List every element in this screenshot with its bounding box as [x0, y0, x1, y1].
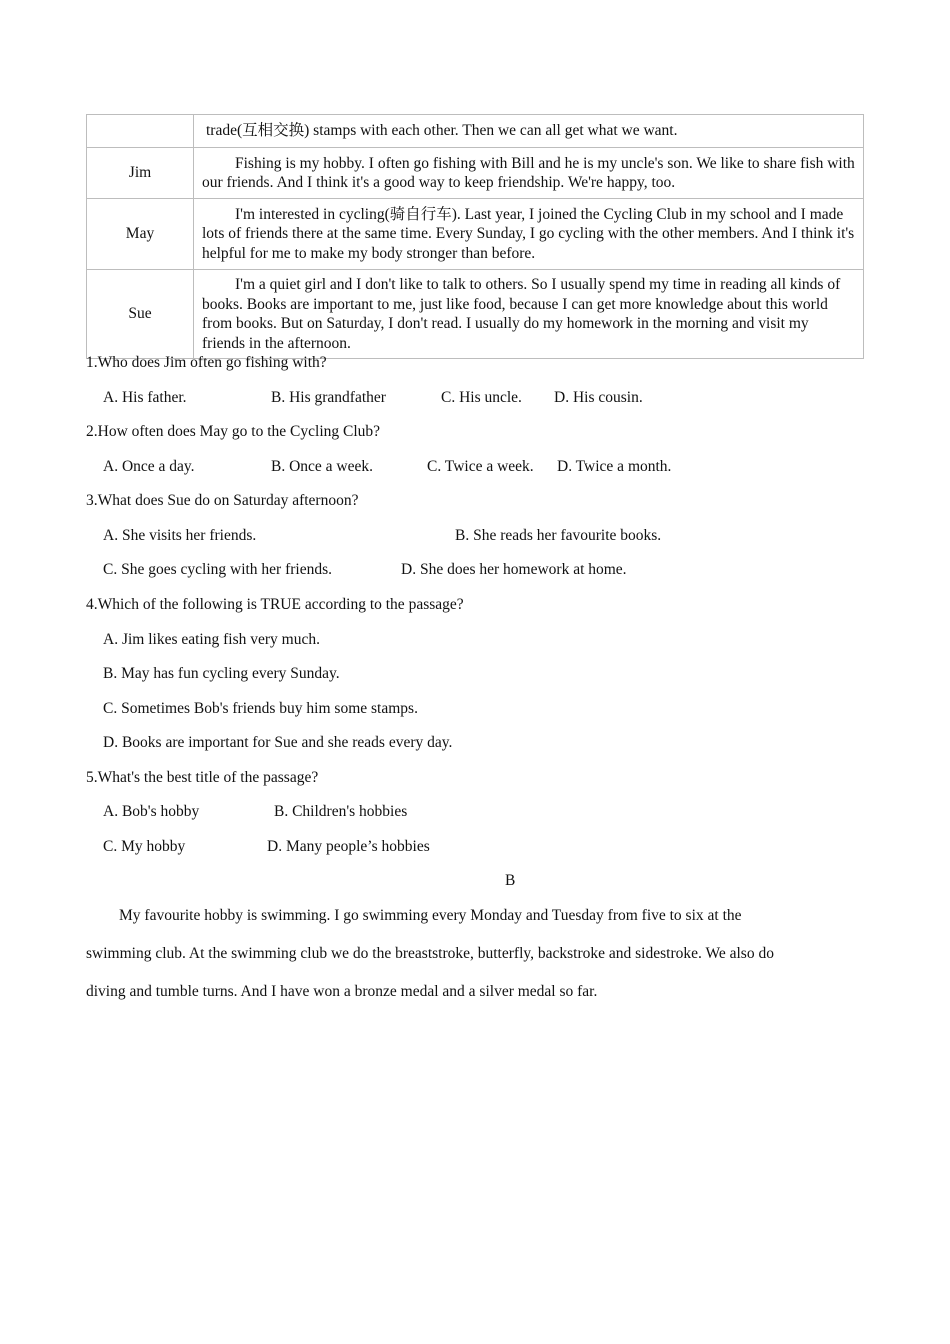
- row-name-cell: Sue: [87, 270, 194, 359]
- table-row: [87, 270, 864, 359]
- table-row: [87, 199, 864, 270]
- option-2c: C. Twice a week.: [427, 458, 534, 475]
- row-text-cell: I'm interested in cycling(骑自行车). Last year, I joined the Cycling Club in my school and I made lots of friends there at the same time. Every Sunday, I go cycling with the other members. And I think it's helpful for me to make my body stronger than before.: [194, 199, 864, 270]
- option-1d: D. His cousin.: [554, 389, 643, 406]
- question-3: 3.What does Sue do on Saturday afternoon?: [86, 492, 359, 509]
- option-2b: B. Once a week.: [271, 458, 373, 475]
- question-2: 2.How often does May go to the Cycling Club?: [86, 423, 381, 440]
- row-name-cell: Jim: [87, 148, 194, 199]
- table-row: [87, 115, 864, 148]
- section-b-paragraph: [86, 897, 864, 1011]
- option-1a: A. His father.: [103, 389, 187, 406]
- option-2d: D. Twice a month.: [557, 458, 672, 475]
- paragraph-line: swimming club. At the swimming club we do the breaststroke, butterfly, backstroke and sidestroke. We also do: [86, 945, 774, 962]
- question-1: 1.Who does Jim often go fishing with?: [86, 354, 327, 371]
- option-4c: C. Sometimes Bob's friends buy him some stamps.: [103, 700, 418, 717]
- row-name-cell: May: [87, 199, 194, 270]
- option-4b: B. May has fun cycling every Sunday.: [103, 665, 340, 682]
- option-4a: A. Jim likes eating fish very much.: [103, 631, 320, 648]
- table-row: [87, 148, 864, 199]
- option-2a: A. Once a day.: [103, 458, 195, 475]
- row-text-cell: I'm a quiet girl and I don't like to talk to others. So I usually spend my time in reading all kinds of books. Books are important to me, just like food, because I can get more knowledge about this world from books. But on Saturday, I don't read. I usually do my homework in the morning and visit my friends in the afternoon.: [194, 270, 864, 359]
- row-text-cell: Fishing is my hobby. I often go fishing with Bill and he is my uncle's son. We like to share fish with our friends. And I think it's a good way to keep friendship. We're happy, too.: [194, 148, 864, 199]
- paragraph-line: diving and tumble turns. And I have won a bronze medal and a silver medal so far.: [86, 983, 598, 1000]
- option-3a: A. She visits her friends.: [103, 527, 257, 544]
- paragraph-line: My favourite hobby is swimming. I go swimming every Monday and Tuesday from five to six at the: [119, 907, 742, 924]
- section-b-heading: B: [505, 872, 516, 889]
- hobby-table: [86, 114, 864, 359]
- option-5a: A. Bob's hobby: [103, 803, 200, 820]
- question-5: 5.What's the best title of the passage?: [86, 769, 319, 786]
- option-1c: C. His uncle.: [441, 389, 522, 406]
- option-4d: D. Books are important for Sue and she reads every day.: [103, 734, 453, 751]
- option-5c: C. My hobby: [103, 838, 186, 855]
- option-5d: D. Many people’s hobbies: [267, 838, 430, 855]
- option-3c: C. She goes cycling with her friends.: [103, 561, 333, 578]
- row-name-cell: [87, 115, 194, 148]
- option-3b: B. She reads her favourite books.: [455, 527, 662, 544]
- question-4: 4.Which of the following is TRUE according to the passage?: [86, 596, 464, 613]
- option-5b: B. Children's hobbies: [274, 803, 408, 820]
- row-text-cell: trade(互相交换) stamps with each other. Then we can all get what we want.: [194, 115, 864, 148]
- option-3d: D. She does her homework at home.: [401, 561, 627, 578]
- option-1b: B. His grandfather: [271, 389, 386, 406]
